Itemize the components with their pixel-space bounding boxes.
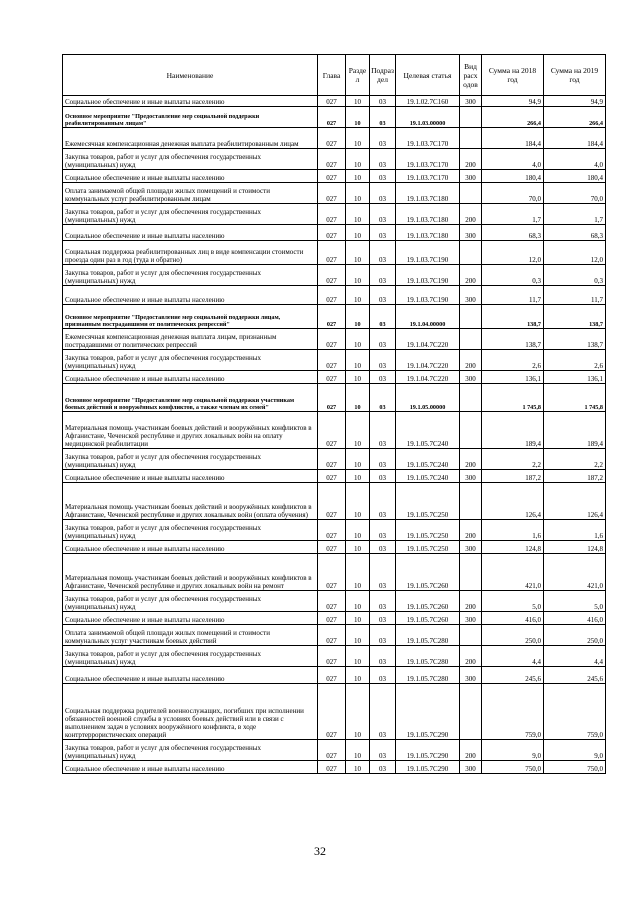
row-subsection: 03 [370, 371, 396, 384]
row-target-article: 19.1.05.7С250 [396, 483, 460, 520]
table-row [63, 646, 606, 667]
header-name: Наименование [63, 55, 318, 96]
table-row [63, 483, 606, 520]
row-expense-type: 300 [460, 286, 482, 305]
row-sum-2019: 0,3 [544, 265, 606, 286]
row-chapter: 027 [318, 412, 346, 449]
row-section: 10 [346, 761, 370, 774]
row-name: Социальное обеспечение и иные выплаты населению [63, 96, 318, 107]
row-expense-type [460, 183, 482, 204]
row-section: 10 [346, 371, 370, 384]
row-expense-type: 200 [460, 740, 482, 761]
row-sum-2018: 1,7 [482, 204, 544, 225]
row-subsection: 03 [370, 204, 396, 225]
row-chapter: 027 [318, 371, 346, 384]
table-row [63, 684, 606, 740]
row-expense-type: 200 [460, 449, 482, 470]
row-expense-type [460, 625, 482, 646]
row-chapter: 027 [318, 740, 346, 761]
row-subsection: 03 [370, 170, 396, 183]
table-row [63, 204, 606, 225]
table-row [63, 449, 606, 470]
row-sum-2018: 138,7 [482, 305, 544, 329]
row-target-article: 19.1.05.7С260 [396, 612, 460, 625]
row-sum-2018: 759,0 [482, 684, 544, 740]
row-name: Закупка товаров, работ и услуг для обеспечения государственных (муниципальных) нужд [63, 646, 318, 667]
row-chapter: 027 [318, 149, 346, 170]
row-subsection: 03 [370, 350, 396, 371]
table-row [63, 761, 606, 774]
row-name: Основное мероприятие "Предоставление мер социальной поддержки лицам, признанным пострадавшими от политических репрессий" [63, 305, 318, 329]
row-section: 10 [346, 520, 370, 541]
row-target-article: 19.1.03.00000 [396, 107, 460, 128]
row-section: 10 [346, 149, 370, 170]
row-chapter: 027 [318, 520, 346, 541]
row-sum-2019: 68,3 [544, 225, 606, 241]
row-expense-type [460, 384, 482, 412]
row-target-article: 19.1.05.7С290 [396, 740, 460, 761]
table-row [63, 305, 606, 329]
row-name: Закупка товаров, работ и услуг для обеспечения государственных (муниципальных) нужд [63, 740, 318, 761]
row-sum-2019: 126,4 [544, 483, 606, 520]
row-sum-2018: 180,4 [482, 170, 544, 183]
row-section: 10 [346, 449, 370, 470]
header-expense-type: Вид расх одов [460, 55, 482, 96]
row-sum-2019: 2,6 [544, 350, 606, 371]
row-chapter: 027 [318, 612, 346, 625]
row-sum-2018: 421,0 [482, 554, 544, 591]
row-section: 10 [346, 740, 370, 761]
row-sum-2018: 2,6 [482, 350, 544, 371]
row-target-article: 19.1.05.7С240 [396, 412, 460, 449]
row-section: 10 [346, 667, 370, 684]
row-sum-2019: 138,7 [544, 305, 606, 329]
row-chapter: 027 [318, 107, 346, 128]
row-section: 10 [346, 265, 370, 286]
row-expense-type: 300 [460, 612, 482, 625]
table-row [63, 241, 606, 265]
row-sum-2019: 94,9 [544, 96, 606, 107]
table-row [63, 740, 606, 761]
row-sum-2019: 11,7 [544, 286, 606, 305]
budget-table-sheet [62, 54, 605, 774]
table-row [63, 541, 606, 554]
row-section: 10 [346, 646, 370, 667]
row-sum-2019: 189,4 [544, 412, 606, 449]
row-target-article: 19.1.04.00000 [396, 305, 460, 329]
row-subsection: 03 [370, 625, 396, 646]
row-chapter: 027 [318, 350, 346, 371]
row-expense-type: 300 [460, 667, 482, 684]
row-name: Материальная помощь участникам боевых действий и вооружённых конфликтов в Афганистане, Чеченской республике и других локальных войн (оплата обучения) [63, 483, 318, 520]
row-section: 10 [346, 329, 370, 350]
row-name: Закупка товаров, работ и услуг для обеспечения государственных (муниципальных) нужд [63, 265, 318, 286]
row-chapter: 027 [318, 591, 346, 612]
row-sum-2019: 136,1 [544, 371, 606, 384]
row-target-article: 19.1.04.7С220 [396, 329, 460, 350]
table-row [63, 225, 606, 241]
row-sum-2018: 1,6 [482, 520, 544, 541]
row-name: Основное мероприятие "Предоставление мер социальной поддержки реабилитированным лицам" [63, 107, 318, 128]
row-expense-type [460, 241, 482, 265]
row-section: 10 [346, 612, 370, 625]
row-target-article: 19.1.03.7С170 [396, 128, 460, 149]
row-target-article: 19.1.03.7С190 [396, 241, 460, 265]
table-row [63, 170, 606, 183]
row-subsection: 03 [370, 241, 396, 265]
row-target-article: 19.1.04.7С220 [396, 350, 460, 371]
row-chapter: 027 [318, 625, 346, 646]
row-sum-2019: 184,4 [544, 128, 606, 149]
row-target-article: 19.1.03.7С180 [396, 183, 460, 204]
table-row [63, 520, 606, 541]
row-sum-2019: 180,4 [544, 170, 606, 183]
row-expense-type: 200 [460, 520, 482, 541]
row-chapter: 027 [318, 204, 346, 225]
row-sum-2018: 136,1 [482, 371, 544, 384]
row-sum-2018: 5,0 [482, 591, 544, 612]
row-chapter: 027 [318, 684, 346, 740]
row-subsection: 03 [370, 305, 396, 329]
row-chapter: 027 [318, 170, 346, 183]
row-chapter: 027 [318, 241, 346, 265]
row-target-article: 19.1.05.7С290 [396, 761, 460, 774]
row-name: Оплата занимаемой общей площади жилых помещений и стоимости коммунальных услуг реабилитированным лицам [63, 183, 318, 204]
row-expense-type [460, 128, 482, 149]
row-section: 10 [346, 384, 370, 412]
row-section: 10 [346, 286, 370, 305]
row-sum-2018: 11,7 [482, 286, 544, 305]
row-expense-type [460, 107, 482, 128]
row-section: 10 [346, 305, 370, 329]
row-sum-2019: 245,6 [544, 667, 606, 684]
row-sum-2019: 9,0 [544, 740, 606, 761]
row-subsection: 03 [370, 483, 396, 520]
row-section: 10 [346, 107, 370, 128]
row-target-article: 19.1.03.7С190 [396, 265, 460, 286]
row-expense-type [460, 684, 482, 740]
row-sum-2019: 750,0 [544, 761, 606, 774]
row-subsection: 03 [370, 183, 396, 204]
row-sum-2018: 189,4 [482, 412, 544, 449]
table-row [63, 667, 606, 684]
row-name: Ежемесячная компенсационная денежная выплата реабилитированным лицам [63, 128, 318, 149]
row-section: 10 [346, 170, 370, 183]
row-section: 10 [346, 225, 370, 241]
table-row [63, 149, 606, 170]
table-body [63, 96, 606, 774]
row-expense-type: 300 [460, 225, 482, 241]
row-target-article: 19.1.05.7С260 [396, 554, 460, 591]
row-name: Социальное обеспечение и иные выплаты населению [63, 667, 318, 684]
header-chapter: Глава [318, 55, 346, 96]
row-sum-2018: 4,0 [482, 149, 544, 170]
row-subsection: 03 [370, 520, 396, 541]
row-target-article: 19.1.03.7С190 [396, 286, 460, 305]
table-row [63, 350, 606, 371]
row-sum-2019: 2,2 [544, 449, 606, 470]
row-sum-2019: 5,0 [544, 591, 606, 612]
row-target-article: 19.1.05.00000 [396, 384, 460, 412]
row-name: Социальное обеспечение и иные выплаты населению [63, 541, 318, 554]
row-sum-2019: 1 745,8 [544, 384, 606, 412]
row-sum-2019: 138,7 [544, 329, 606, 350]
row-target-article: 19.1.02.7С160 [396, 96, 460, 107]
row-expense-type: 200 [460, 265, 482, 286]
row-target-article: 19.1.04.7С220 [396, 371, 460, 384]
table-row [63, 554, 606, 591]
row-subsection: 03 [370, 541, 396, 554]
row-target-article: 19.1.05.7С280 [396, 667, 460, 684]
row-expense-type: 300 [460, 96, 482, 107]
row-subsection: 03 [370, 449, 396, 470]
row-chapter: 027 [318, 329, 346, 350]
row-expense-type [460, 329, 482, 350]
row-expense-type: 200 [460, 646, 482, 667]
row-subsection: 03 [370, 265, 396, 286]
row-name: Закупка товаров, работ и услуг для обеспечения государственных (муниципальных) нужд [63, 350, 318, 371]
header-row [63, 55, 606, 96]
row-section: 10 [346, 541, 370, 554]
row-sum-2018: 1 745,8 [482, 384, 544, 412]
row-section: 10 [346, 684, 370, 740]
row-sum-2018: 184,4 [482, 128, 544, 149]
row-target-article: 19.1.05.7С250 [396, 541, 460, 554]
row-sum-2018: 245,6 [482, 667, 544, 684]
table-row [63, 286, 606, 305]
row-expense-type [460, 483, 482, 520]
table-row [63, 96, 606, 107]
table-row [63, 612, 606, 625]
row-subsection: 03 [370, 107, 396, 128]
row-target-article: 19.1.05.7С240 [396, 470, 460, 483]
row-target-article: 19.1.05.7С280 [396, 646, 460, 667]
row-sum-2018: 187,2 [482, 470, 544, 483]
row-section: 10 [346, 483, 370, 520]
row-sum-2019: 759,0 [544, 684, 606, 740]
row-target-article: 19.1.03.7С170 [396, 170, 460, 183]
row-chapter: 027 [318, 305, 346, 329]
row-section: 10 [346, 350, 370, 371]
row-name: Социальное обеспечение и иные выплаты населению [63, 470, 318, 483]
row-expense-type: 200 [460, 350, 482, 371]
table-row [63, 412, 606, 449]
row-subsection: 03 [370, 554, 396, 591]
row-subsection: 03 [370, 761, 396, 774]
row-expense-type: 300 [460, 541, 482, 554]
row-expense-type: 300 [460, 371, 482, 384]
row-expense-type: 300 [460, 470, 482, 483]
row-section: 10 [346, 128, 370, 149]
row-name: Основное мероприятие "Предоставление мер социальной поддержки участникам боевых действий и вооружённых конфликтов, а также членам их семей" [63, 384, 318, 412]
row-chapter: 027 [318, 470, 346, 483]
row-target-article: 19.1.05.7С280 [396, 625, 460, 646]
row-chapter: 027 [318, 265, 346, 286]
row-target-article: 19.1.05.7С250 [396, 520, 460, 541]
row-name: Материальная помощь участникам боевых действий и вооружённых конфликтов в Афганистане, Чеченской республике и других локальных войн на ремонт [63, 554, 318, 591]
row-name: Закупка товаров, работ и услуг для обеспечения государственных (муниципальных) нужд [63, 591, 318, 612]
row-sum-2018: 126,4 [482, 483, 544, 520]
header-subsection: Подраз дел [370, 55, 396, 96]
row-subsection: 03 [370, 128, 396, 149]
row-sum-2019: 266,4 [544, 107, 606, 128]
row-chapter: 027 [318, 483, 346, 520]
row-target-article: 19.1.03.7С180 [396, 204, 460, 225]
table-row [63, 128, 606, 149]
row-chapter: 027 [318, 554, 346, 591]
row-target-article: 19.1.05.7С290 [396, 684, 460, 740]
header-target-article: Целевая статья [396, 55, 460, 96]
row-subsection: 03 [370, 612, 396, 625]
row-name: Социальное обеспечение и иные выплаты населению [63, 286, 318, 305]
row-sum-2019: 416,0 [544, 612, 606, 625]
row-chapter: 027 [318, 96, 346, 107]
row-expense-type: 200 [460, 149, 482, 170]
row-name: Закупка товаров, работ и услуг для обеспечения государственных (муниципальных) нужд [63, 449, 318, 470]
row-expense-type: 200 [460, 204, 482, 225]
row-name: Социальная поддержка реабилитированных лиц в виде компенсации стоимости проезда один раз в год (туда и обратно) [63, 241, 318, 265]
row-subsection: 03 [370, 384, 396, 412]
table-row [63, 265, 606, 286]
row-sum-2018: 9,0 [482, 740, 544, 761]
row-subsection: 03 [370, 225, 396, 241]
row-name: Закупка товаров, работ и услуг для обеспечения государственных (муниципальных) нужд [63, 204, 318, 225]
row-sum-2019: 4,0 [544, 149, 606, 170]
row-sum-2018: 70,0 [482, 183, 544, 204]
row-expense-type: 300 [460, 761, 482, 774]
header-section: Разде л [346, 55, 370, 96]
row-sum-2018: 68,3 [482, 225, 544, 241]
row-subsection: 03 [370, 470, 396, 483]
row-subsection: 03 [370, 286, 396, 305]
row-chapter: 027 [318, 384, 346, 412]
row-section: 10 [346, 96, 370, 107]
row-target-article: 19.1.03.7С180 [396, 225, 460, 241]
row-section: 10 [346, 241, 370, 265]
row-sum-2019: 124,8 [544, 541, 606, 554]
table-row [63, 384, 606, 412]
row-target-article: 19.1.05.7С260 [396, 591, 460, 612]
row-section: 10 [346, 625, 370, 646]
row-name: Ежемесячная компенсационная денежная выплата лицам, признанным пострадавшими от политических репрессий [63, 329, 318, 350]
row-subsection: 03 [370, 329, 396, 350]
table-row [63, 329, 606, 350]
row-section: 10 [346, 412, 370, 449]
row-expense-type [460, 412, 482, 449]
row-sum-2018: 0,3 [482, 265, 544, 286]
table-row [63, 470, 606, 483]
row-name: Социальное обеспечение и иные выплаты населению [63, 170, 318, 183]
row-sum-2019: 70,0 [544, 183, 606, 204]
row-section: 10 [346, 183, 370, 204]
row-expense-type: 300 [460, 170, 482, 183]
row-section: 10 [346, 591, 370, 612]
row-sum-2019: 187,2 [544, 470, 606, 483]
row-sum-2018: 250,0 [482, 625, 544, 646]
row-sum-2019: 1,6 [544, 520, 606, 541]
row-subsection: 03 [370, 149, 396, 170]
row-target-article: 19.1.03.7С170 [396, 149, 460, 170]
row-section: 10 [346, 470, 370, 483]
row-name: Социальная поддержка родителей военнослужащих, погибших при исполнении обязанностей военной службы в условиях боевых действий или в связи с выполнением задач в условиях вооружённого конфликта, в ходе контртеррористических операций [63, 684, 318, 740]
row-chapter: 027 [318, 225, 346, 241]
row-sum-2019: 4,4 [544, 646, 606, 667]
row-chapter: 027 [318, 128, 346, 149]
row-name: Оплата занимаемой общей площади жилых помещений и стоимости коммунальных услуг участникам боевых действий [63, 625, 318, 646]
row-expense-type: 200 [460, 591, 482, 612]
row-expense-type [460, 554, 482, 591]
row-sum-2019: 250,0 [544, 625, 606, 646]
row-chapter: 027 [318, 761, 346, 774]
table-row [63, 107, 606, 128]
row-sum-2018: 416,0 [482, 612, 544, 625]
row-name: Закупка товаров, работ и услуг для обеспечения государственных (муниципальных) нужд [63, 149, 318, 170]
row-sum-2018: 750,0 [482, 761, 544, 774]
row-chapter: 027 [318, 286, 346, 305]
row-name: Социальное обеспечение и иные выплаты населению [63, 371, 318, 384]
row-chapter: 027 [318, 667, 346, 684]
row-sum-2018: 94,9 [482, 96, 544, 107]
row-subsection: 03 [370, 591, 396, 612]
row-chapter: 027 [318, 449, 346, 470]
row-subsection: 03 [370, 667, 396, 684]
row-sum-2018: 138,7 [482, 329, 544, 350]
table-row [63, 183, 606, 204]
row-sum-2019: 1,7 [544, 204, 606, 225]
row-chapter: 027 [318, 541, 346, 554]
header-sum-2019: Сумма на 2019 год [544, 55, 606, 96]
row-chapter: 027 [318, 646, 346, 667]
row-name: Социальное обеспечение и иные выплаты населению [63, 612, 318, 625]
row-sum-2019: 12,0 [544, 241, 606, 265]
row-target-article: 19.1.05.7С240 [396, 449, 460, 470]
table-row [63, 625, 606, 646]
row-subsection: 03 [370, 412, 396, 449]
row-section: 10 [346, 554, 370, 591]
budget-table [62, 54, 606, 774]
row-sum-2018: 4,4 [482, 646, 544, 667]
row-name: Закупка товаров, работ и услуг для обеспечения государственных (муниципальных) нужд [63, 520, 318, 541]
row-subsection: 03 [370, 96, 396, 107]
page-number: 32 [314, 844, 326, 858]
row-name: Социальное обеспечение и иные выплаты населению [63, 761, 318, 774]
row-subsection: 03 [370, 684, 396, 740]
row-sum-2018: 124,8 [482, 541, 544, 554]
row-subsection: 03 [370, 740, 396, 761]
table-row [63, 371, 606, 384]
table-row [63, 591, 606, 612]
row-expense-type [460, 305, 482, 329]
row-section: 10 [346, 204, 370, 225]
row-sum-2018: 2,2 [482, 449, 544, 470]
row-sum-2018: 266,4 [482, 107, 544, 128]
row-sum-2018: 12,0 [482, 241, 544, 265]
row-name: Материальная помощь участникам боевых действий и вооружённых конфликтов в Афганистане, Чеченской республике и других локальных войн на оплату медицинской реабилитации [63, 412, 318, 449]
row-name: Социальное обеспечение и иные выплаты населению [63, 225, 318, 241]
row-chapter: 027 [318, 183, 346, 204]
header-sum-2018: Сумма на 2018 год [482, 55, 544, 96]
row-subsection: 03 [370, 646, 396, 667]
row-sum-2019: 421,0 [544, 554, 606, 591]
